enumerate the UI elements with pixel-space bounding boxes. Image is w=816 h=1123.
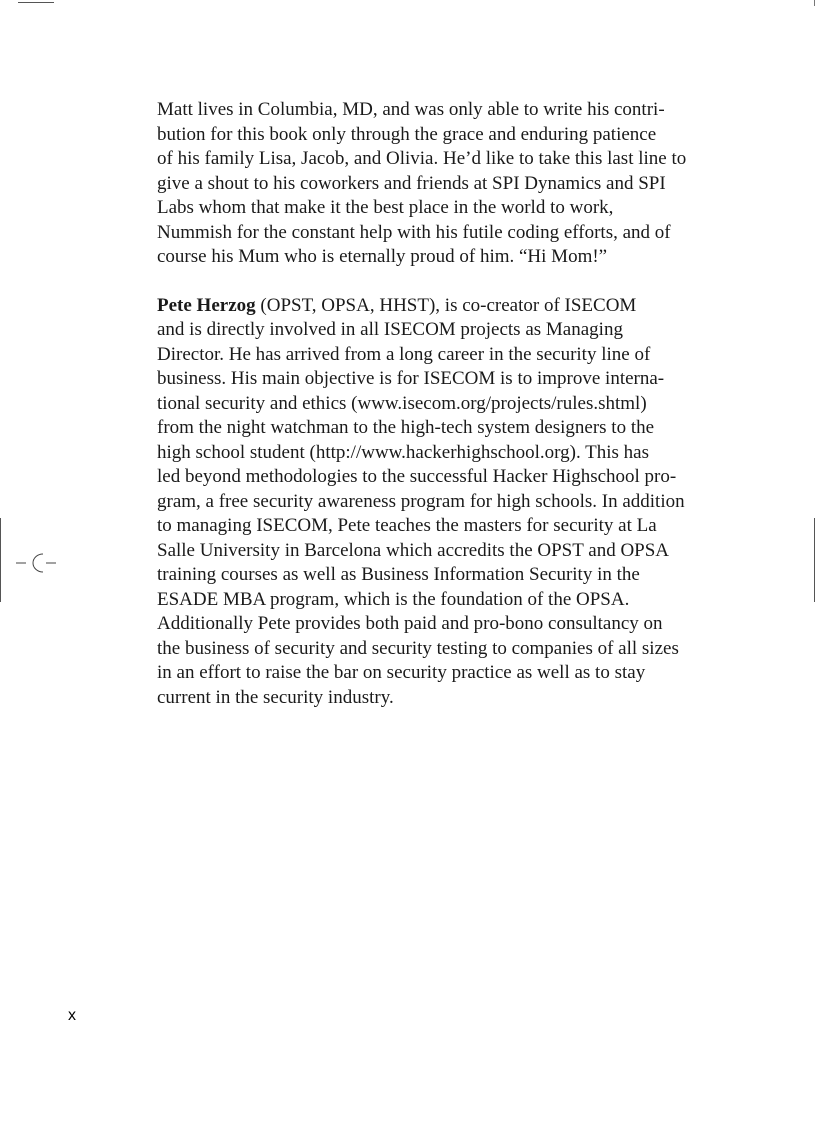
author-name-pete: Pete Herzog (157, 294, 256, 316)
registration-mark (16, 550, 56, 576)
crop-mark-right-top (814, 0, 815, 6)
trim-mark-left (0, 518, 1, 602)
page-number: x (68, 1007, 76, 1024)
bio-paragraph-pete (157, 294, 697, 711)
bio-text-pete: (OPST, OPSA, HHST), is co-creator of ISECOM and is directly involved in all ISECOM projects as Managing Director. He has arrived from a long career in the security line of business. His main objective is for ISECOM is to improve interna- tional security and ethics (www.isecom.org/projects/rules.shtml) from the night watchman to the high-tech system designers to the high school student (http://www.hackerhighschool.org). This has led beyond methodologies to the successful Hacker Highschool pro- gram, a free security awareness program for high schools. In addition to managing ISECOM, Pete teaches the masters for security at La Salle University in Barcelona which accredits the OPST and OPSA training courses as well as Business Information Security in the ESADE MBA program, which is the foundation of the OPSA. Additionally Pete provides both paid and pro-bono consultancy on the business of security and security testing to companies of all sizes in an effort to raise the bar on security practice as well as to stay current in the security industry. (157, 294, 685, 708)
page-content (157, 98, 697, 710)
bio-paragraph-matt: Matt lives in Columbia, MD, and was only able to write his contri- bution for this book only through the grace and enduring patience of his family Lisa, Jacob, and Olivia. He’d like to take this last line to give a shout to his coworkers and friends at SPI Dynamics and SPI Labs whom that make it the best place in the world to work, Nummish for the constant help with his futile coding efforts, and of course his Mum who is eternally proud of him. “Hi Mom!” (157, 99, 687, 267)
crop-mark-top (18, 2, 54, 3)
trim-mark-right (814, 518, 815, 602)
